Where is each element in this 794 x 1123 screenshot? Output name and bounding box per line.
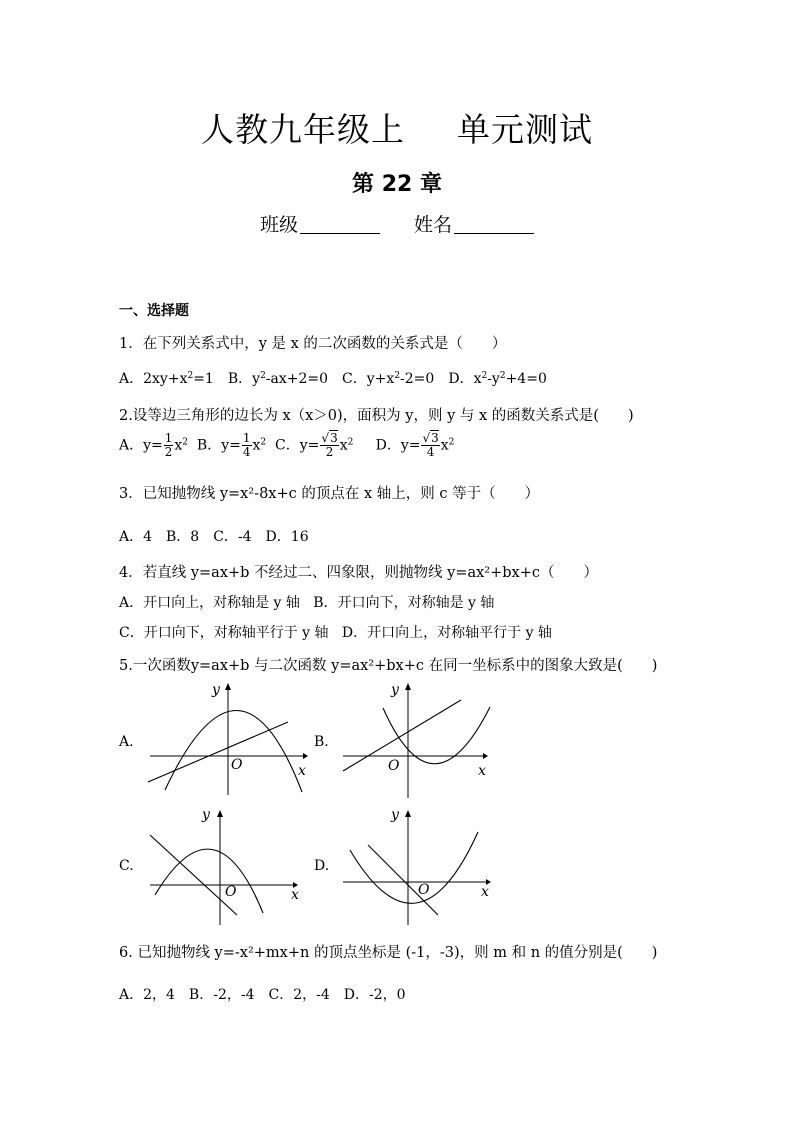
x-label: x xyxy=(481,884,489,900)
graph-c xyxy=(145,805,305,925)
name-blank[interactable] xyxy=(454,215,534,234)
chapter-heading: 第 22 章 xyxy=(352,172,442,197)
x-axis-arrow xyxy=(483,753,488,759)
class-blank[interactable] xyxy=(300,215,380,234)
question-2-options: A．y= $\frac{1}{2}$ $x^2$ B．y= $\frac{1}{4}$ $x^2$ C．y= $\frac{√3}{2}$ $x^2$ D．y= $\frac{√3}{4}$ $x^2$ xyxy=(119,431,455,459)
line xyxy=(368,845,438,915)
question-3-options: A．4 B．8 C．-4 D．16 xyxy=(119,529,309,545)
question-3-stem: 3．已知抛物线 y=x²-8x+c 的顶点在 x 轴上，则 c 等于（ ） xyxy=(119,486,540,502)
page-title xyxy=(0,104,794,151)
question-4-stem: 4．若直线 y=ax+b 不经过二、四象限，则抛物线 y=ax²+bx+c（ ） xyxy=(119,565,599,581)
y-axis-arrow xyxy=(217,810,223,817)
graph-b-label: B. xyxy=(314,734,329,750)
question-6-stem: 6. 已知抛物线 y=-x²+mx+n 的顶点坐标是 (-1，-3)，则 m 和 n 的值分别是( ) xyxy=(119,945,658,961)
question-1-stem: 1．在下列关系式中，y 是 x 的二次函数的关系式是（ ） xyxy=(119,336,507,352)
y-axis-arrow xyxy=(405,683,411,690)
graph-c-label: C. xyxy=(119,858,134,874)
student-info-line xyxy=(0,210,794,237)
parabola xyxy=(350,832,478,903)
y-label: y xyxy=(391,807,399,823)
question-6-options: A．2，4 B．-2，-4 C．2，-4 D．-2，0 xyxy=(119,987,406,1003)
y-label: y xyxy=(212,682,220,698)
graph-b xyxy=(338,680,498,800)
name-label: 姓名 xyxy=(414,214,453,236)
graph-a xyxy=(140,680,315,795)
y-axis-arrow xyxy=(225,683,231,690)
x-axis-arrow xyxy=(303,753,308,759)
line xyxy=(343,700,461,771)
parabola xyxy=(155,849,263,913)
class-label: 班级 xyxy=(259,214,298,236)
question-4-options-row1: A．开口向上，对称轴是 y 轴 B．开口向下，对称轴是 y 轴 xyxy=(119,595,495,611)
graph-d-label: D. xyxy=(314,858,330,874)
question-2-stem: 2.设等边三角形的边长为 x（x＞0)，面积为 y，则 y 与 x 的函数关系式是( ) xyxy=(119,408,634,424)
origin-label: O xyxy=(231,757,243,773)
x-label: x xyxy=(298,763,306,779)
origin-label: O xyxy=(388,758,400,774)
question-1-options: A．$2xy+x^2=1$ B．$y^2-ax+2=0$ C．$y+x^2-2=0$ D．$x^2-y^2+4=0$ xyxy=(119,371,547,387)
origin-label: O xyxy=(225,884,237,900)
x-label: x xyxy=(478,763,486,779)
origin-label: O xyxy=(418,882,430,898)
y-label: y xyxy=(202,807,210,823)
title-left: 人教九年级上 xyxy=(201,110,405,149)
line xyxy=(150,835,237,915)
line xyxy=(148,722,288,782)
title-right: 单元测试 xyxy=(457,110,593,149)
question-4-options-row2: C．开口向下，对称轴平行于 y 轴 D．开口向上，对称轴平行于 y 轴 xyxy=(119,625,552,641)
graph-a-label: A. xyxy=(119,734,134,750)
question-5-stem: 5.一次函数y=ax+b 与二次函数 y=ax²+bx+c 在同一坐标系中的图象大致是( ) xyxy=(119,658,658,674)
parabola xyxy=(383,707,490,764)
y-axis-arrow xyxy=(405,810,411,817)
parabola xyxy=(165,710,302,792)
y-label: y xyxy=(391,682,399,698)
section-title: 一、选择题 xyxy=(119,303,189,319)
x-label: x xyxy=(291,887,299,903)
graph-d xyxy=(338,805,498,925)
